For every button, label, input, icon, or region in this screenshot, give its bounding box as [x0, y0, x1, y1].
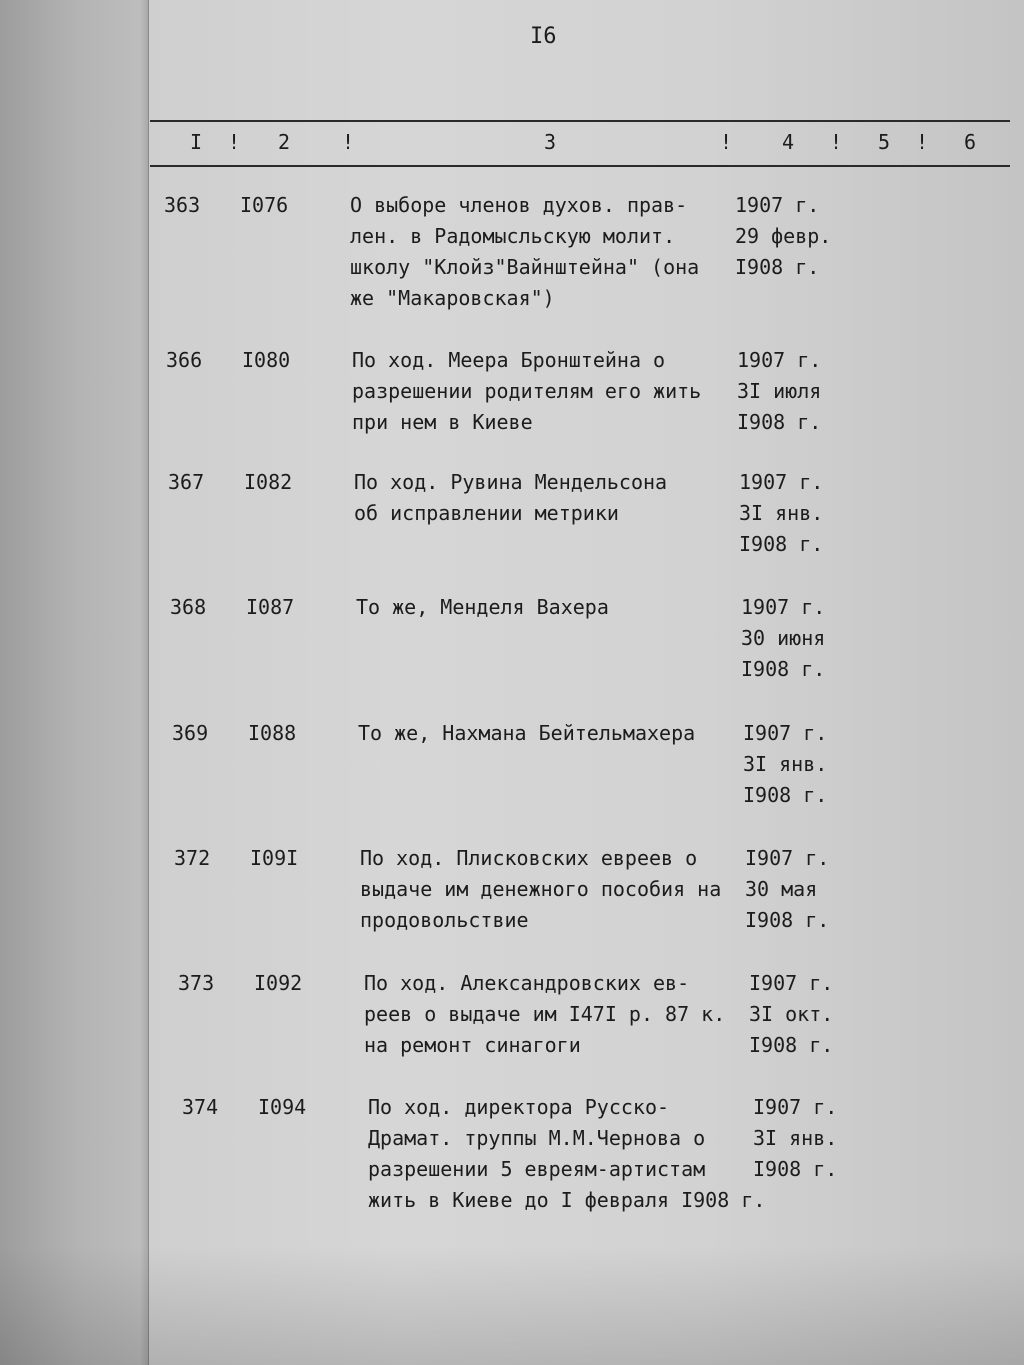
column-separator: ! [830, 130, 843, 154]
record-number: 369 [172, 721, 209, 745]
file-number: I087 [246, 595, 295, 619]
file-title-line: продовольствие [360, 908, 529, 932]
file-title [358, 718, 758, 749]
date-range [735, 190, 831, 283]
file-title-line: По ход. директора Русско- [368, 1095, 670, 1119]
file-title [354, 467, 754, 529]
date-line: I907 г. [749, 971, 834, 995]
file-number: I076 [240, 193, 289, 217]
file-title [350, 190, 750, 314]
column-separator: ! [342, 130, 355, 154]
file-title-line: По ход. Александровских ев- [364, 971, 690, 995]
date-line: 1907 г. [739, 470, 824, 494]
date-line: I907 г. [745, 846, 830, 870]
record-number: 368 [170, 595, 207, 619]
column-header-4: 4 [782, 130, 795, 154]
file-title-line: По ход. Рувина Мендельсона [354, 470, 668, 494]
file-title-line: школу "Клойз"Вайнштейна" (она [350, 255, 700, 279]
file-title-line: выдаче им денежного пособия на [360, 877, 722, 901]
date-line: I908 г. [749, 1033, 834, 1057]
file-title-line: О выборе членов духов. прав- [350, 193, 688, 217]
date-line: 1907 г. [737, 348, 822, 372]
date-line: I908 г. [745, 908, 830, 932]
date-line: I908 г. [737, 410, 822, 434]
date-range [737, 345, 821, 438]
file-number: I094 [258, 1095, 307, 1119]
date-range [743, 718, 827, 811]
date-line: I908 г. [753, 1157, 838, 1181]
date-line: 1907 г. [735, 193, 820, 217]
file-number: I092 [254, 971, 303, 995]
date-line: 1907 г. [741, 595, 826, 619]
date-line: I908 г. [743, 783, 828, 807]
file-title-line: Драмат. труппы М.М.Чернова о [368, 1126, 706, 1150]
date-line: 3I окт. [749, 1002, 834, 1026]
column-separator: ! [720, 130, 733, 154]
date-line: I908 г. [739, 532, 824, 556]
file-title [352, 345, 752, 438]
date-range [741, 592, 825, 685]
record-number: 366 [166, 348, 203, 372]
file-number: I09I [250, 846, 299, 870]
file-title-line: По ход. Плисковских евреев о [360, 846, 698, 870]
file-title-line: разрешении 5 евреям-артистам [368, 1157, 706, 1181]
record-number: 373 [178, 971, 215, 995]
file-title-line: То же, Нахмана Бейтельмахера [358, 721, 696, 745]
column-separator: ! [916, 130, 929, 154]
column-header-2: 2 [278, 130, 291, 154]
record-number: 372 [174, 846, 211, 870]
column-header-3: 3 [544, 130, 557, 154]
file-number: I088 [248, 721, 297, 745]
date-line: I907 г. [743, 721, 828, 745]
record-number: 374 [182, 1095, 219, 1119]
file-title-line: реев о выдаче им I47I р. 87 к. [364, 1002, 726, 1026]
table-header-rule [150, 165, 1010, 167]
file-title-line: же "Макаровская") [350, 286, 555, 310]
date-line: I908 г. [741, 657, 826, 681]
file-title [356, 592, 756, 623]
date-line: I907 г. [753, 1095, 838, 1119]
file-title [360, 843, 760, 936]
file-title-line: при нем в Киеве [352, 410, 533, 434]
file-number: I082 [244, 470, 293, 494]
date-range [753, 1092, 837, 1185]
page-fold-shadow [0, 0, 149, 1365]
file-title-line: об исправлении метрики [354, 501, 619, 525]
file-title-line: разрешении родителям его жить [352, 379, 702, 403]
column-header-1: I [190, 130, 203, 154]
file-title-line: на ремонт синагоги [364, 1033, 581, 1057]
date-line: 29 февр. [735, 224, 832, 248]
date-line: 30 июня [741, 626, 826, 650]
page-number: I6 [530, 24, 557, 49]
date-line: 3I янв. [743, 752, 828, 776]
file-title-line: лен. в Радомысльскую молит. [350, 224, 676, 248]
date-range [749, 968, 833, 1061]
date-range [745, 843, 829, 936]
date-line: 3I янв. [739, 501, 824, 525]
file-title-line: По ход. Меера Бронштейна о [352, 348, 666, 372]
file-title-line: жить в Киеве до I февраля I908 г. [368, 1188, 766, 1212]
file-title [368, 1092, 768, 1216]
photo-shadow [0, 1245, 1024, 1365]
file-title-line: То же, Менделя Вахера [356, 595, 609, 619]
column-separator: ! [228, 130, 241, 154]
record-number: 367 [168, 470, 205, 494]
column-header-6: 6 [964, 130, 977, 154]
record-number: 363 [164, 193, 201, 217]
file-title [364, 968, 764, 1061]
date-line: 3I янв. [753, 1126, 838, 1150]
file-number: I080 [242, 348, 291, 372]
date-line: 30 мая [745, 877, 818, 901]
table-top-rule [150, 120, 1010, 122]
date-line: I908 г. [735, 255, 820, 279]
column-header-5: 5 [878, 130, 891, 154]
date-line: 3I июля [737, 379, 822, 403]
date-range [739, 467, 823, 560]
